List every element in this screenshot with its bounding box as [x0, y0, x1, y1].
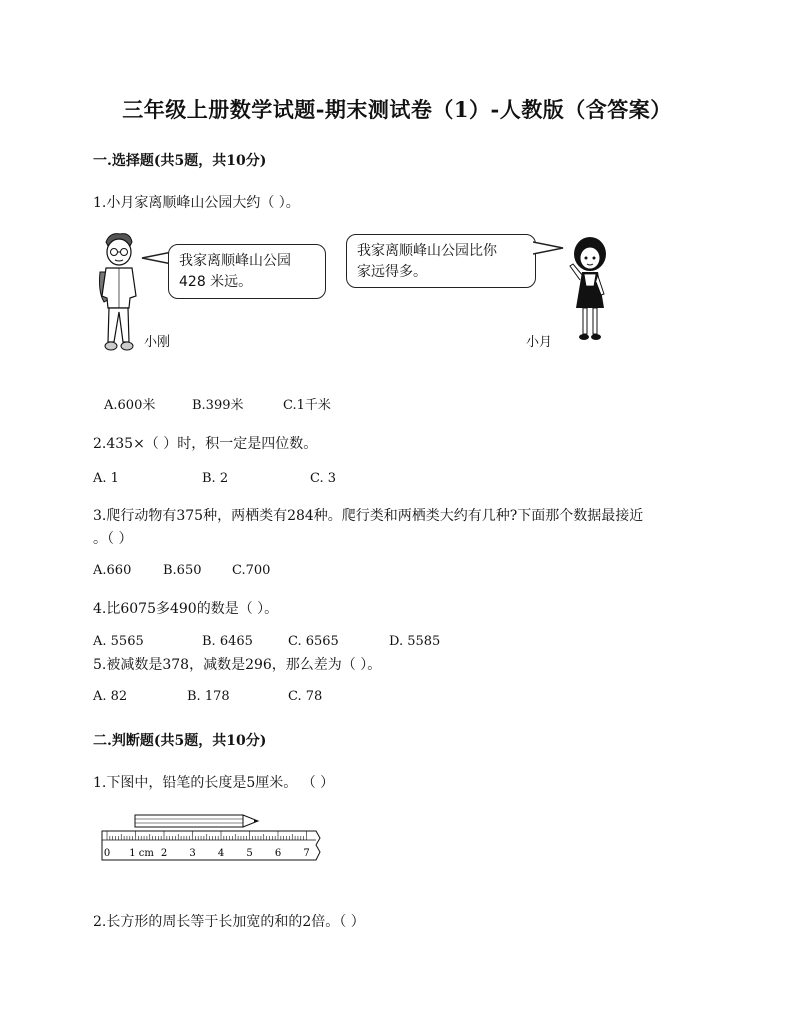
page-title: 三年级上册数学试题-期末测试卷（1）-人教版（含答案）: [122, 97, 672, 122]
q2-option-c[interactable]: C. 3: [310, 471, 337, 486]
judgement-2-text: 2.长方形的周长等于长加宽的和的2倍。（ ）: [93, 914, 365, 930]
ruler-label: 5: [246, 848, 253, 859]
q5-option-c[interactable]: C. 78: [288, 689, 323, 704]
ruler-label: 6: [274, 848, 282, 859]
girl-illustration: [566, 236, 610, 344]
boy-illustration: [96, 232, 144, 357]
ruler-pencil-figure: [100, 812, 325, 870]
q1-option-a[interactable]: A.600米: [104, 398, 156, 413]
question-4-text: 4.比6075多490的数是（ ）。: [93, 601, 279, 617]
ruler-label: 7: [303, 848, 310, 859]
ruler-label: 1 cm: [129, 848, 154, 859]
question-3-text-line-2: 。（ ）: [93, 531, 133, 547]
q5-option-b[interactable]: B. 178: [187, 689, 230, 704]
girl-speech-line-2: 家远得多。: [357, 264, 427, 280]
boy-speech-line-1: 我家离顺峰山公园: [179, 253, 291, 269]
q3-option-c[interactable]: C.700: [232, 563, 271, 578]
girl-name-label: 小月: [526, 335, 553, 350]
section-heading-choice: 一.选择题(共5题，共10分): [93, 153, 267, 169]
girl-speech-bubble: [346, 234, 536, 288]
q3-option-a[interactable]: A.660: [93, 563, 132, 578]
q1-option-b[interactable]: B.399米: [192, 398, 244, 413]
pencil-icon: [135, 815, 258, 827]
boy-speech-line-2: 428 米远。: [179, 274, 253, 290]
boy-name-label: 小刚: [144, 335, 171, 350]
ruler-label: 4: [217, 848, 225, 859]
judgement-1-text: 1.下图中，铅笔的长度是5厘米。 （ ）: [93, 775, 335, 791]
question-2-text: 2.435×（ ）时，积一定是四位数。: [93, 436, 318, 452]
question-5-text: 5.被减数是378，减数是296，那么差为（ ）。: [93, 657, 382, 673]
q3-option-b[interactable]: B.650: [163, 563, 202, 578]
q2-option-b[interactable]: B. 2: [202, 471, 229, 486]
ruler-label: 2: [160, 848, 168, 859]
ruler-label: 0: [103, 848, 111, 859]
q4-option-b[interactable]: B. 6465: [202, 634, 253, 649]
girl-bubble-tail: [533, 238, 565, 258]
q2-option-a[interactable]: A. 1: [93, 471, 119, 486]
ruler-label: 3: [189, 848, 196, 859]
question-1-text: 1.小月家离顺峰山公园大约（ ）。: [93, 195, 300, 211]
q4-option-c[interactable]: C. 6565: [288, 634, 339, 649]
question-3-text-line-1: 3.爬行动物有375种，两栖类有284种。爬行类和两栖类大约有几种?下面那个数据最接近: [93, 508, 644, 524]
q4-option-a[interactable]: A. 5565: [93, 634, 144, 649]
q5-option-a[interactable]: A. 82: [93, 689, 128, 704]
q1-option-c[interactable]: C.1千米: [283, 398, 331, 413]
girl-speech-line-1: 我家离顺峰山公园比你: [357, 243, 497, 259]
boy-speech-bubble: [168, 244, 326, 299]
section-heading-judgement: 二.判断题(共5题，共10分): [93, 733, 267, 749]
q4-option-d[interactable]: D. 5585: [389, 634, 441, 649]
